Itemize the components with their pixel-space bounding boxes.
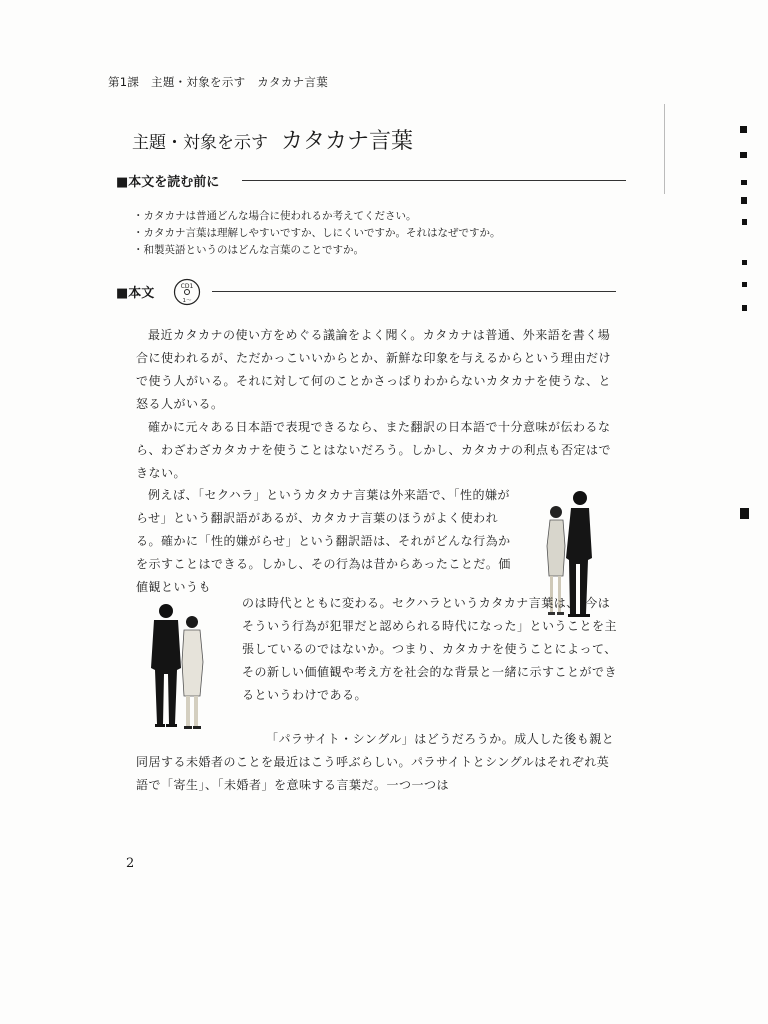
body-paragraph-bottom [136, 728, 618, 797]
binding-shadow [664, 104, 665, 194]
body-paragraph-left [136, 484, 516, 599]
page-number: 2 [126, 856, 135, 871]
body-paragraph: のは時代とともに変わる。セクハラというカタカナ言葉は、「今はそういう行為が犯罪だと認められる時代になった」ということを主張しているのではないか。つまり、カタカナを使うことによって、その新しい価値観や考え方を社会的な背景と一緒に示すことができるというわけである。 [242, 596, 618, 702]
margin-mark [742, 219, 747, 225]
body-paragraph: 確かに元々ある日本語で表現できるなら、また翻訳の日本語で十分意味が伝わるなら、わざわざカタカナを使うことはないだろう。しかし、カタカナの利点も否定はできない。 [136, 420, 612, 480]
body-paragraph: 最近カタカナの使い方をめぐる議論をよく聞く。カタカナは普通、外来語を書く場合に使われるが、ただかっこいいからとか、新鮮な印象を与えるからという理由だけで使う人がいる。それに対して何のことかさっぱりわからないカタカナを使うな、と怒る人がいる。 [136, 328, 612, 411]
cd-icon [172, 278, 204, 306]
body-paragraph: 例えば、「セクハラ」というカタカナ言葉は外来語で、「性的嫌がらせ」という翻訳語があるが、カタカナ言葉のほうがよく使われる。確かに「性的嫌がらせ」という翻訳語は、それがどんな行為かを示すことはできる。しかし、その行為は昔からあったことだ。価値観というも [136, 488, 511, 594]
cd-label: CD1 [180, 283, 194, 290]
margin-mark [742, 260, 747, 265]
question-item: ・ カタカナ言葉は理解しやすいですか、しにくいですか。それはなぜですか。 [133, 225, 501, 242]
margin-tab-mark [740, 508, 749, 519]
section-before-reading [116, 171, 219, 190]
lesson-title [132, 124, 413, 155]
prereading-questions [133, 208, 501, 259]
lesson-subtitle: 主題・対象を示す [132, 133, 268, 153]
margin-mark [740, 152, 747, 158]
body-paragraph-right [242, 592, 620, 707]
couple-confrontation-photo [140, 602, 212, 734]
margin-mark [742, 305, 747, 311]
cd-track: 1〜 [182, 298, 192, 304]
section-rule [212, 291, 616, 292]
margin-mark [741, 197, 747, 204]
body-paragraphs-top [136, 324, 618, 485]
margin-mark [740, 126, 747, 133]
section-rule [242, 180, 626, 181]
question-item: ・ 和製英語というのはどんな言葉のことですか。 [133, 242, 501, 259]
margin-mark [742, 282, 747, 287]
running-head: 第1課 主題・対象を示す カタカナ言葉 [108, 75, 329, 89]
section-before-reading-label: ■本文を読む前に [116, 175, 220, 190]
section-main-text-label: ■本文 [116, 286, 155, 301]
question-item: ・ カタカナは普通どんな場合に使われるか考えてください。 [133, 208, 501, 225]
lesson-main-title: カタカナ言葉 [281, 129, 414, 154]
section-main-text [116, 282, 154, 301]
body-paragraph: 「パラサイト・シングル」はどうだろうか。成人した後も親と同居する未婚者のことを最近はこう呼ぶらしい。パラサイトとシングルはそれぞれ英語で「寄生」、「未婚者」を意味する言葉だ。一つ一つは [136, 732, 615, 792]
margin-mark [741, 180, 747, 185]
